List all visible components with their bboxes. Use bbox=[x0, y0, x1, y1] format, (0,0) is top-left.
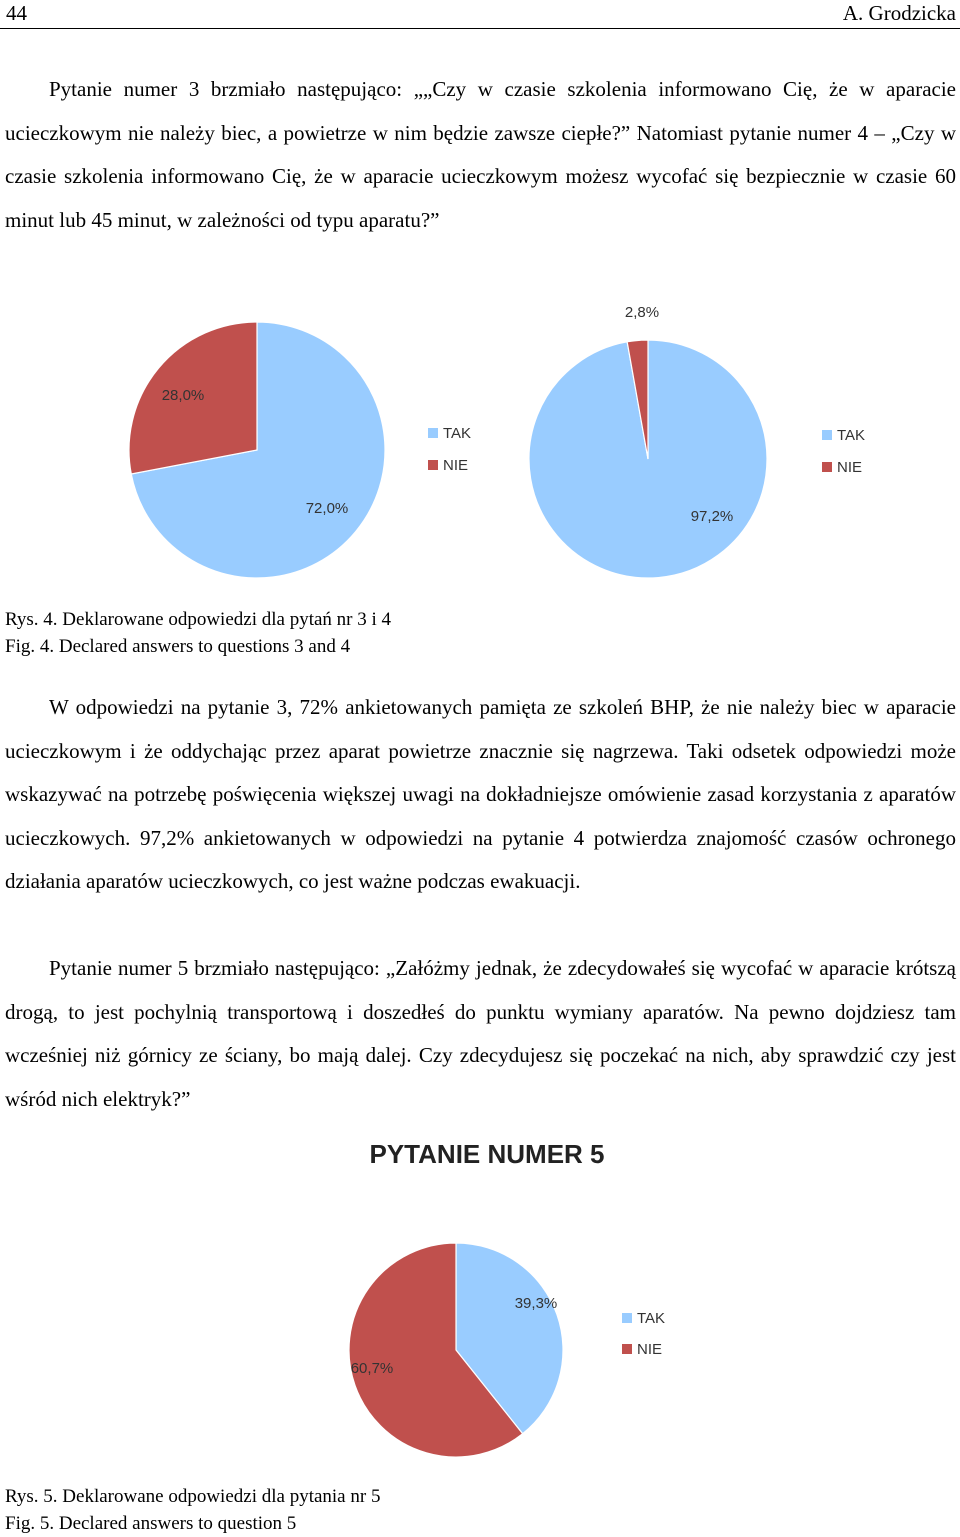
legend-swatch-tak bbox=[428, 428, 438, 438]
running-author: A. Grodzicka bbox=[842, 1, 956, 25]
pie-chart-question-5 bbox=[349, 1243, 563, 1457]
data-label-tak: 97,2% bbox=[690, 508, 734, 525]
figure-5-caption-pl: Rys. 5. Deklarowane odpowiedzi dla pytania nr 5 bbox=[5, 1486, 381, 1507]
legend-swatch-nie bbox=[822, 462, 832, 472]
legend-label-tak: TAK bbox=[837, 427, 866, 444]
data-label-nie: 2,8% bbox=[624, 304, 660, 321]
legend-label-nie: NIE bbox=[443, 457, 469, 474]
page-number: 44 bbox=[6, 1, 27, 25]
data-label-tak: 72,0% bbox=[305, 500, 349, 517]
data-label-tak: 39,3% bbox=[514, 1295, 558, 1312]
paragraph-answers-3-4: W odpowiedzi na pytanie 3, 72% ankietowanych pamięta ze szkoleń BHP, że nie należy biec w aparacie ucieczkowym i że oddychając przez aparat powietrze znacznie się nagrzewa. Taki odsetek odpowiedzi może wskazywać na potrzebę poświęcenia większej uwagi na dokładniejsze omówienie zasad korzystania z aparatów ucieczkowych. 97,2% ankietowanych w odpowiedzi na pytanie 4 potwierdza znajomość czasów ochronego działania aparatów ucieczkowych, co jest ważne podczas ewakuacji. bbox=[5, 695, 956, 893]
data-label-nie: 28,0% bbox=[161, 387, 205, 404]
legend-swatch-nie bbox=[622, 1344, 632, 1354]
legend-swatch-tak bbox=[622, 1313, 632, 1323]
chart-title: PYTANIE NUMER 5 bbox=[369, 1139, 605, 1169]
legend-question-3 bbox=[428, 425, 471, 474]
pie-chart-question-3 bbox=[129, 322, 385, 578]
legend-label-tak: TAK bbox=[637, 1310, 666, 1327]
figure-4-charts bbox=[0, 295, 960, 595]
legend-swatch-tak bbox=[822, 430, 832, 440]
legend-question-5 bbox=[622, 1310, 665, 1358]
legend-label-tak: TAK bbox=[443, 425, 472, 442]
figure-5-caption-en: Fig. 5. Declared answers to question 5 bbox=[5, 1513, 297, 1534]
figure-4-caption-en: Fig. 4. Declared answers to questions 3 and 4 bbox=[5, 636, 351, 657]
figure-5-chart bbox=[0, 1130, 960, 1470]
pie-chart-question-4 bbox=[529, 304, 767, 578]
legend-label-nie: NIE bbox=[837, 459, 863, 476]
legend-label-nie: NIE bbox=[637, 1341, 663, 1358]
page-header bbox=[0, 0, 960, 29]
paragraph-question-5: Pytanie numer 5 brzmiało następująco: „Załóżmy jednak, że zdecydowałeś się wycofać w aparacie krótszą drogą, to jest pochylnią transportową i doszedłeś do punktu wymiany aparatów. Na pewno dojdziesz tam wcześniej niż górnicy ze ściany, bo mają dalej. Czy zdecydujesz się poczekać na nich, aby sprawdzić czy jest wśród nich elektryk?” bbox=[5, 956, 956, 1111]
legend-question-4 bbox=[822, 427, 865, 476]
figure-4-caption-pl: Rys. 4. Deklarowane odpowiedzi dla pytań nr 3 i 4 bbox=[5, 609, 392, 630]
paragraph-questions-3-4: Pytanie numer 3 brzmiało następująco: „„Czy w czasie szkolenia informowano Cię, że w aparacie ucieczkowym nie należy biec, a powietrze w nim będzie zawsze ciepłe?” Natomiast pytanie numer 4 – „Czy w czasie szkolenia informowano Cię, że w aparacie ucieczkowym możesz wycofać się bezpiecznie w czasie 60 minut lub 45 minut, w zależności od typu aparatu?” bbox=[5, 77, 956, 232]
data-label-nie: 60,7% bbox=[350, 1360, 394, 1377]
legend-swatch-nie bbox=[428, 460, 438, 470]
